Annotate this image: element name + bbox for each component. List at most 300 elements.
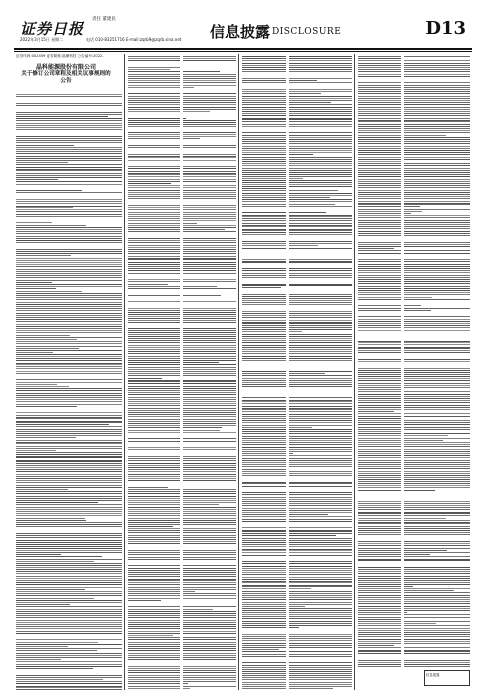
- text-line: [242, 132, 352, 133]
- text-line: [242, 425, 352, 426]
- text-line: [358, 183, 470, 184]
- text-line: [16, 328, 122, 329]
- text-line: [242, 163, 352, 164]
- table-rule: [242, 408, 352, 409]
- text-line: [242, 218, 352, 219]
- text-line: [358, 606, 470, 607]
- text-line: [16, 209, 122, 210]
- text-line: [16, 496, 122, 497]
- text-line: [242, 555, 352, 556]
- text-line: [16, 626, 122, 627]
- text-line: [242, 107, 352, 108]
- text-line: [358, 146, 470, 147]
- text-line: [16, 511, 122, 512]
- table-rule: [358, 341, 470, 342]
- text-line: [16, 321, 122, 322]
- text-line: [128, 138, 200, 139]
- table-rule: [242, 262, 352, 263]
- text-line: [128, 87, 194, 88]
- text-line: [358, 457, 470, 458]
- text-line: [242, 516, 352, 517]
- text-line: [242, 638, 352, 639]
- text-line: [358, 104, 470, 105]
- text-line: [16, 306, 122, 307]
- text-line: [16, 302, 122, 303]
- text-line: [16, 138, 122, 139]
- text-line: [242, 270, 352, 271]
- text-line: [16, 502, 98, 503]
- text-line: [242, 521, 352, 522]
- text-line: [358, 630, 470, 631]
- text-line: [242, 433, 352, 434]
- text-line: [16, 280, 122, 281]
- text-line: [242, 184, 352, 185]
- text-line: [358, 244, 470, 245]
- text-line: [16, 589, 85, 590]
- text-line: [358, 526, 470, 527]
- text-line: [16, 233, 122, 234]
- text-line: [128, 223, 197, 224]
- text-line: [242, 82, 352, 83]
- page-number: D13: [425, 18, 466, 39]
- text-line: [358, 308, 470, 309]
- text-line: [16, 587, 122, 588]
- text-line: [16, 167, 122, 168]
- text-line: [242, 397, 352, 398]
- text-line: [358, 89, 470, 90]
- text-line: [16, 388, 122, 389]
- table-rule: [242, 585, 352, 586]
- text-line: [16, 379, 122, 380]
- text-line: [242, 268, 352, 269]
- text-line: [358, 567, 470, 568]
- footer-box: [424, 670, 470, 686]
- text-line: [358, 115, 470, 116]
- text-line: [16, 422, 122, 423]
- text-line: [242, 287, 281, 288]
- text-line: [242, 406, 352, 407]
- text-line: [242, 686, 352, 687]
- text-line: [242, 538, 352, 539]
- text-line: [358, 87, 470, 88]
- table-rule: [242, 400, 352, 401]
- text-line: [16, 112, 122, 113]
- text-line: [242, 566, 352, 567]
- text-line: [16, 606, 122, 607]
- text-line: [16, 578, 122, 579]
- column-4: [356, 54, 472, 690]
- text-line: [358, 451, 470, 452]
- text-line: [16, 390, 122, 391]
- text-line: [242, 104, 352, 105]
- text-line: [242, 275, 352, 276]
- table-rule: [242, 174, 352, 175]
- text-line: [242, 673, 352, 674]
- text-line: [242, 190, 338, 191]
- text-line: [358, 621, 470, 622]
- text-line: [242, 375, 352, 376]
- text-line: [242, 533, 352, 534]
- text-line: [16, 284, 122, 285]
- text-line: [358, 246, 470, 247]
- text-line: [358, 431, 401, 432]
- text-line: [358, 352, 470, 353]
- text-line: [242, 618, 352, 619]
- text-line: [358, 76, 470, 77]
- text-line: [358, 617, 470, 618]
- table-rule: [358, 650, 470, 651]
- text-line: [16, 526, 122, 527]
- text-line: [358, 118, 470, 119]
- text-line: [16, 184, 122, 185]
- text-line: [358, 261, 470, 262]
- text-line: [242, 89, 352, 90]
- table-rule: [16, 442, 122, 443]
- text-line: [128, 71, 220, 72]
- text-line: [16, 440, 122, 441]
- text-line: [16, 395, 122, 396]
- text-line: [358, 475, 470, 476]
- text-line: [358, 321, 470, 322]
- text-line: [16, 424, 109, 425]
- text-line: [16, 443, 122, 444]
- text-line: [242, 304, 352, 305]
- text-line: [358, 233, 470, 234]
- text-line: [242, 625, 352, 626]
- text-line: [16, 659, 61, 660]
- text-line: [242, 449, 352, 450]
- text-line: [358, 653, 470, 654]
- text-line: [358, 359, 470, 360]
- text-line: [16, 149, 122, 150]
- text-line: [358, 325, 470, 326]
- text-line: [16, 238, 122, 239]
- text-line: [358, 387, 470, 388]
- text-line: [358, 582, 470, 583]
- text-line: [358, 196, 470, 197]
- text-line: [242, 320, 352, 321]
- text-line: [16, 207, 73, 208]
- text-line: [242, 277, 352, 278]
- text-line: [242, 486, 352, 487]
- text-line: [16, 668, 93, 669]
- text-line: [242, 243, 352, 244]
- text-line: [16, 584, 122, 585]
- text-line: [358, 58, 404, 59]
- text-line: [16, 500, 122, 501]
- table-rule: [16, 454, 122, 455]
- text-line: [358, 121, 470, 122]
- text-line: [242, 634, 352, 635]
- text-line: [358, 201, 470, 202]
- text-line: [242, 582, 352, 583]
- text-line: [16, 633, 122, 634]
- text-line: [16, 480, 122, 481]
- masthead-rule: [14, 48, 472, 50]
- text-line: [242, 96, 352, 97]
- text-line: [242, 568, 352, 569]
- text-line: [242, 340, 352, 341]
- text-line: [358, 660, 470, 661]
- text-line: [16, 175, 122, 176]
- text-line: [358, 192, 470, 193]
- text-line: [242, 627, 299, 628]
- text-line: [358, 666, 470, 667]
- text-line: [242, 656, 352, 657]
- headline-line-2: 公告: [60, 78, 72, 84]
- table-rule: [358, 479, 470, 480]
- text-line: [128, 487, 168, 488]
- table-rule: [16, 169, 122, 170]
- text-line: [358, 424, 470, 425]
- text-line: [242, 302, 352, 303]
- text-line: [16, 310, 122, 311]
- text-line: [358, 327, 470, 328]
- text-line: [358, 625, 470, 626]
- text-line: [16, 604, 70, 605]
- text-line: [358, 588, 470, 589]
- text-line: [358, 556, 470, 557]
- text-line: [16, 330, 122, 331]
- text-line: [242, 469, 288, 470]
- table-rule: [242, 549, 352, 550]
- text-line: [242, 245, 318, 246]
- text-line: [358, 368, 470, 369]
- text-line: [16, 556, 102, 557]
- table-rule: [16, 460, 122, 461]
- table-rule: [16, 417, 122, 418]
- text-line: [242, 188, 286, 189]
- text-line: [242, 527, 352, 528]
- text-line: [16, 639, 122, 640]
- text-line: [16, 465, 122, 466]
- text-line: [242, 669, 352, 670]
- text-line: [358, 541, 470, 542]
- table-rule: [242, 296, 352, 297]
- text-line: [242, 119, 352, 120]
- text-line: [358, 279, 470, 280]
- text-line: [358, 442, 470, 443]
- text-line: [242, 460, 352, 461]
- text-line: [358, 283, 470, 284]
- text-line: [358, 595, 470, 596]
- text-line: [358, 503, 470, 504]
- text-line: [16, 158, 122, 159]
- text-line: [242, 100, 352, 101]
- table-rule: [16, 206, 122, 207]
- text-line: [16, 273, 122, 274]
- article-headline: [16, 62, 116, 85]
- text-line: [358, 545, 470, 546]
- text-line: [16, 542, 122, 543]
- text-line: [242, 593, 352, 594]
- text-line: [242, 186, 352, 187]
- text-line: [358, 569, 470, 570]
- text-line: [358, 614, 470, 615]
- text-line: [16, 591, 122, 592]
- text-line: [242, 172, 352, 173]
- text-line: [242, 178, 303, 179]
- table-rule: [16, 363, 122, 364]
- text-line: [16, 646, 68, 647]
- text-line: [358, 157, 470, 158]
- contact-line: 电话 010-83251716 E-mail:zqrb9@zqrb.sina.net: [86, 37, 182, 42]
- text-line: [16, 251, 122, 252]
- text-line: [242, 386, 352, 387]
- text-line: [128, 284, 168, 285]
- text-line: [358, 623, 436, 624]
- text-line: [242, 599, 352, 600]
- text-line: [242, 608, 352, 609]
- text-line: [242, 464, 352, 465]
- text-line: [242, 345, 352, 346]
- text-line: [16, 657, 122, 658]
- text-line: [16, 348, 79, 349]
- text-line: [242, 471, 352, 472]
- text-line: [358, 548, 470, 549]
- text-line: [242, 325, 352, 326]
- text-line: [358, 590, 454, 591]
- text-line: [358, 266, 470, 267]
- text-line: [242, 98, 352, 99]
- text-line: [16, 94, 122, 95]
- text-line: [242, 109, 352, 110]
- text-line: [358, 603, 470, 604]
- text-line: [128, 526, 173, 527]
- text-line: [358, 248, 394, 249]
- text-line: [16, 437, 76, 438]
- text-line: [358, 634, 470, 635]
- text-line: [358, 275, 470, 276]
- text-line: [358, 552, 470, 553]
- text-line: [358, 165, 470, 166]
- text-line: [358, 154, 470, 155]
- text-line: [242, 677, 352, 678]
- text-line: [242, 349, 352, 350]
- text-line: [16, 469, 122, 470]
- text-line: [242, 643, 352, 644]
- text-line: [16, 624, 122, 625]
- text-line: [358, 405, 470, 406]
- text-line: [358, 56, 470, 57]
- text-line: [358, 143, 470, 144]
- text-line: [358, 71, 470, 72]
- text-line: [16, 151, 122, 152]
- text-line: [16, 622, 122, 623]
- text-line: [16, 471, 122, 472]
- date-line: 2022年3月15日 星期二: [20, 37, 64, 42]
- text-line: [242, 561, 352, 562]
- text-line: [242, 497, 352, 498]
- text-line: [242, 300, 352, 301]
- text-line: [16, 356, 122, 357]
- text-line: [358, 204, 470, 205]
- text-line: [358, 509, 470, 510]
- table-rule: [358, 522, 470, 523]
- text-line: [242, 154, 313, 155]
- text-line: [16, 404, 122, 405]
- text-line: [128, 69, 170, 70]
- text-line: [16, 123, 122, 124]
- text-line: [128, 600, 161, 601]
- text-line: [242, 69, 352, 70]
- text-line: [242, 91, 352, 92]
- text-line: [242, 165, 352, 166]
- text-line: [16, 324, 122, 325]
- text-line: [16, 332, 122, 333]
- text-line: [358, 554, 430, 555]
- text-line: [358, 268, 470, 269]
- text-line: [242, 336, 352, 337]
- text-line: [242, 451, 352, 452]
- text-line: [242, 540, 352, 541]
- text-line: [128, 295, 221, 296]
- text-line: [16, 563, 122, 564]
- text-line: [16, 559, 122, 560]
- text-line: [16, 120, 122, 121]
- text-line: [358, 453, 470, 454]
- text-line: [242, 124, 352, 125]
- text-line: [358, 632, 470, 633]
- text-line: [242, 67, 352, 68]
- text-line: [242, 327, 352, 328]
- text-line: [242, 411, 352, 412]
- text-line: [242, 542, 352, 543]
- text-line: [358, 109, 470, 110]
- text-line: [16, 364, 122, 365]
- text-line: [16, 179, 58, 180]
- text-line: [242, 654, 352, 655]
- text-line: [16, 127, 122, 128]
- text-line: [358, 378, 470, 379]
- text-line: [358, 344, 470, 345]
- table-rule: [358, 512, 470, 513]
- text-line: [16, 142, 122, 143]
- text-line: [358, 383, 470, 384]
- text-line: [242, 483, 352, 484]
- column-2: [126, 54, 239, 690]
- table-rule: [242, 581, 352, 582]
- text-line: [358, 413, 470, 414]
- text-line: [16, 326, 122, 327]
- table-rule: [16, 546, 122, 547]
- text-line: [16, 103, 122, 104]
- text-line: [358, 174, 470, 175]
- text-line: [16, 358, 122, 359]
- text-line: [242, 455, 352, 456]
- text-line: [358, 69, 470, 70]
- text-line: [16, 291, 82, 292]
- text-line: [242, 71, 352, 72]
- text-line: [16, 227, 122, 228]
- table-rule: [242, 182, 352, 183]
- text-line: [358, 190, 470, 191]
- text-line: [358, 534, 470, 535]
- text-line: [358, 444, 470, 445]
- text-line: [358, 361, 470, 362]
- text-line: [16, 463, 122, 464]
- column-1: [14, 54, 125, 690]
- text-line: [242, 574, 352, 575]
- text-line: [358, 580, 470, 581]
- newspaper-page: [14, 12, 472, 690]
- text-line: [242, 577, 352, 578]
- text-line: [16, 164, 122, 165]
- text-line: [242, 508, 352, 509]
- editor-line: 责任 董建民: [92, 17, 116, 22]
- text-line: [358, 294, 470, 295]
- section-title-en: DISCLOSURE: [272, 27, 342, 37]
